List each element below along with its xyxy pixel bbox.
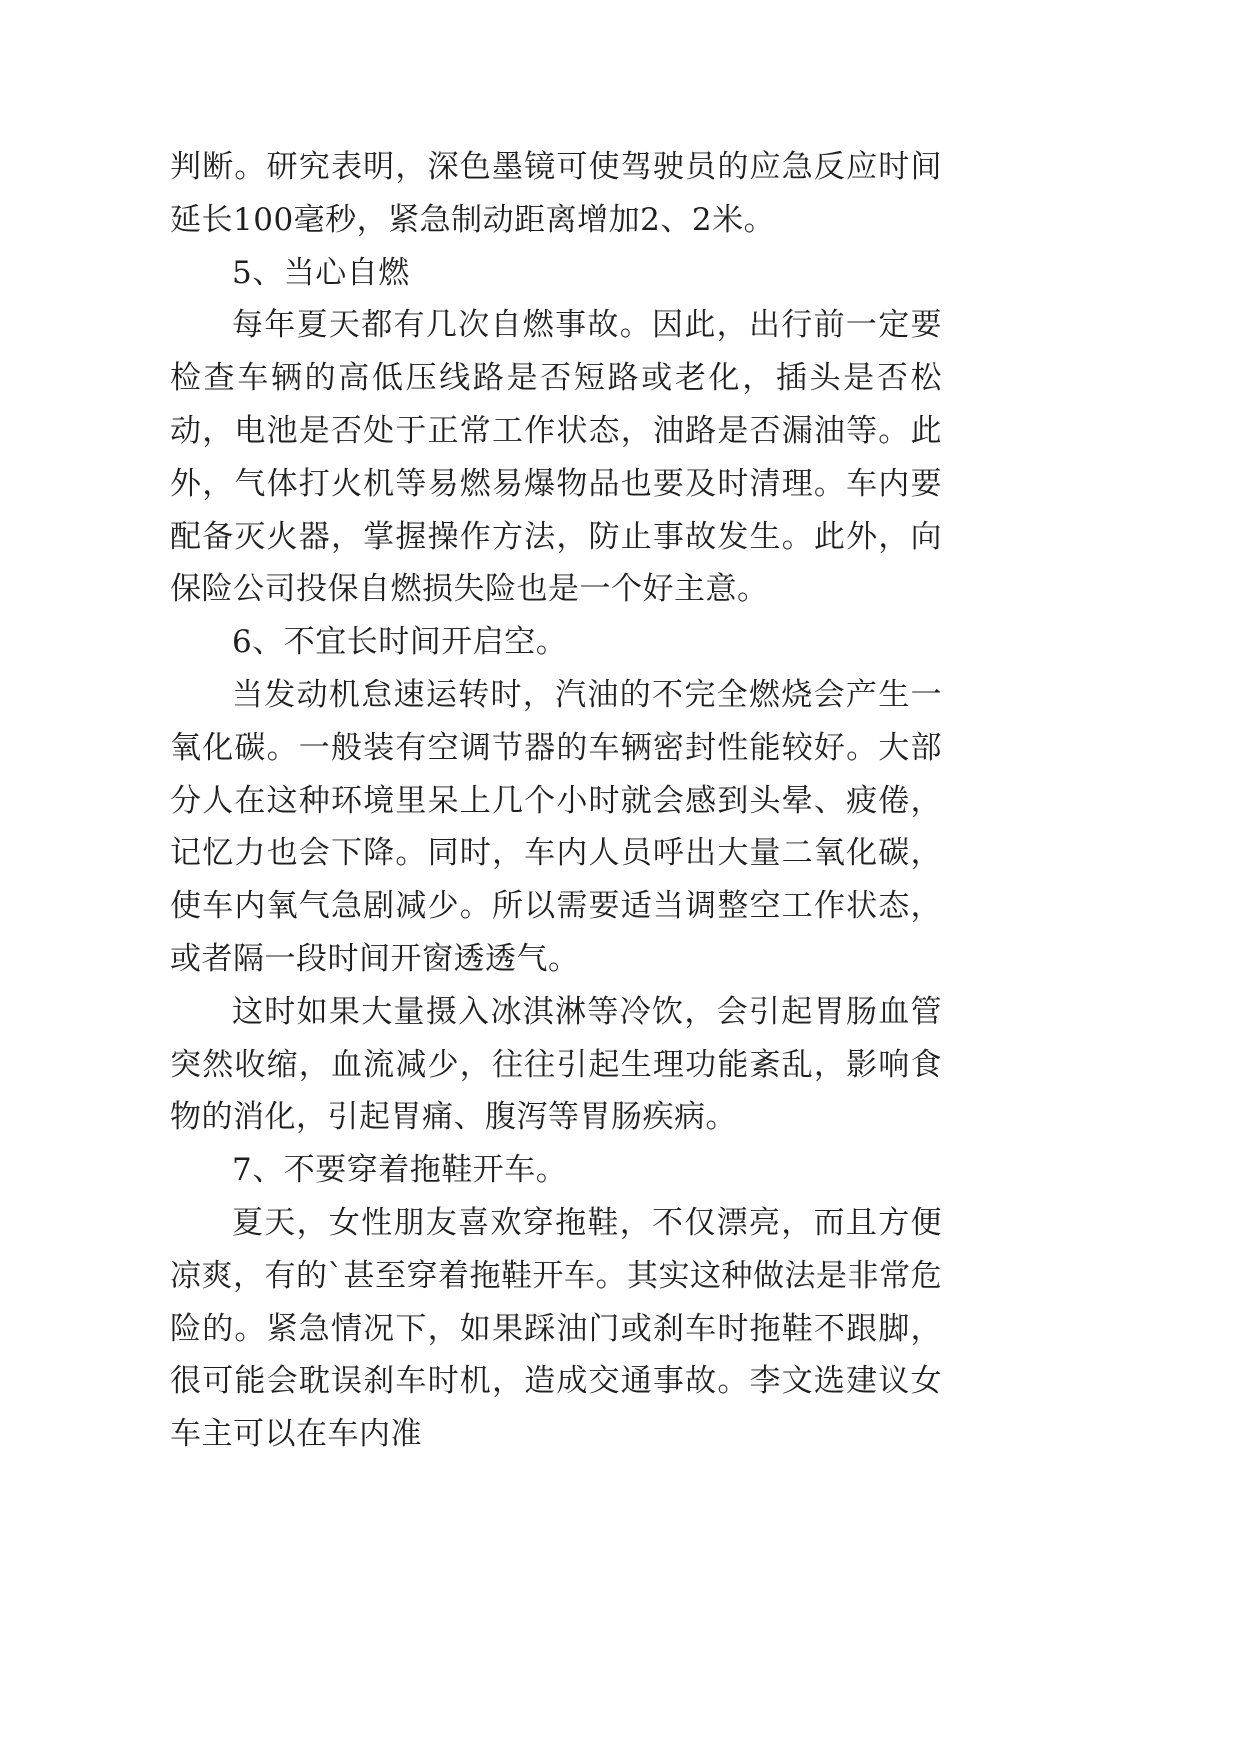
heading-air-conditioning: 6、不宜长时间开启空。 (232, 624, 568, 661)
paragraph-air-conditioning: 当发动机怠速运转时，汽油的不完全燃烧会产生一氧化碳。一般装有空调节器的车辆密封性能较好。大部分人在这种环境里呆上几个小时就会感到头晕、疲倦，记忆力也会下降。同时，车内人员呼出大量二氧化碳，使车内氧气急剧减少。所以需要适当调整空工作状态，或者隔一段时间开窗透透气。 (170, 676, 942, 977)
paragraph-continuation: 判断。研究表明，深色墨镜可使驾驶员的应急反应时间延长100毫秒，紧急制动距离增加2、2米。 (170, 149, 942, 238)
heading-slippers: 7、不要穿着拖鞋开车。 (232, 1152, 568, 1189)
paragraph-spontaneous-combustion: 每年夏天都有几次自燃事故。因此，出行前一定要检查车辆的高低压线路是否短路或老化，插头是否松动，电池是否处于正常工作状态，油路是否漏油等。此外，气体打火机等易燃易爆物品也要及时清理。车内要配备灭火器，掌握操作方法，防止事故发生。此外，向保险公司投保自燃损失险也是一个好主意。 (170, 307, 942, 608)
heading-spontaneous-combustion: 5、当心自燃 (232, 254, 410, 291)
paragraph-slippers: 夏天，女性朋友喜欢穿拖鞋，不仅漂亮，而且方便凉爽，有的`甚至穿着拖鞋开车。其实这种做法是非常危险的。紧急情况下，如果踩油门或刹车时拖鞋不跟脚，很可能会耽误刹车时机，造成交通事故。李文选建议女车主可以在车内准 (170, 1204, 942, 1453)
document-body (170, 141, 942, 1461)
paragraph-cold-drinks: 这时如果大量摄入冰淇淋等冷饮，会引起胃肠血管突然收缩，血流减少，往往引起生理功能紊乱，影响食物的消化，引起胃痛、腹泻等胃肠疾病。 (170, 993, 942, 1136)
